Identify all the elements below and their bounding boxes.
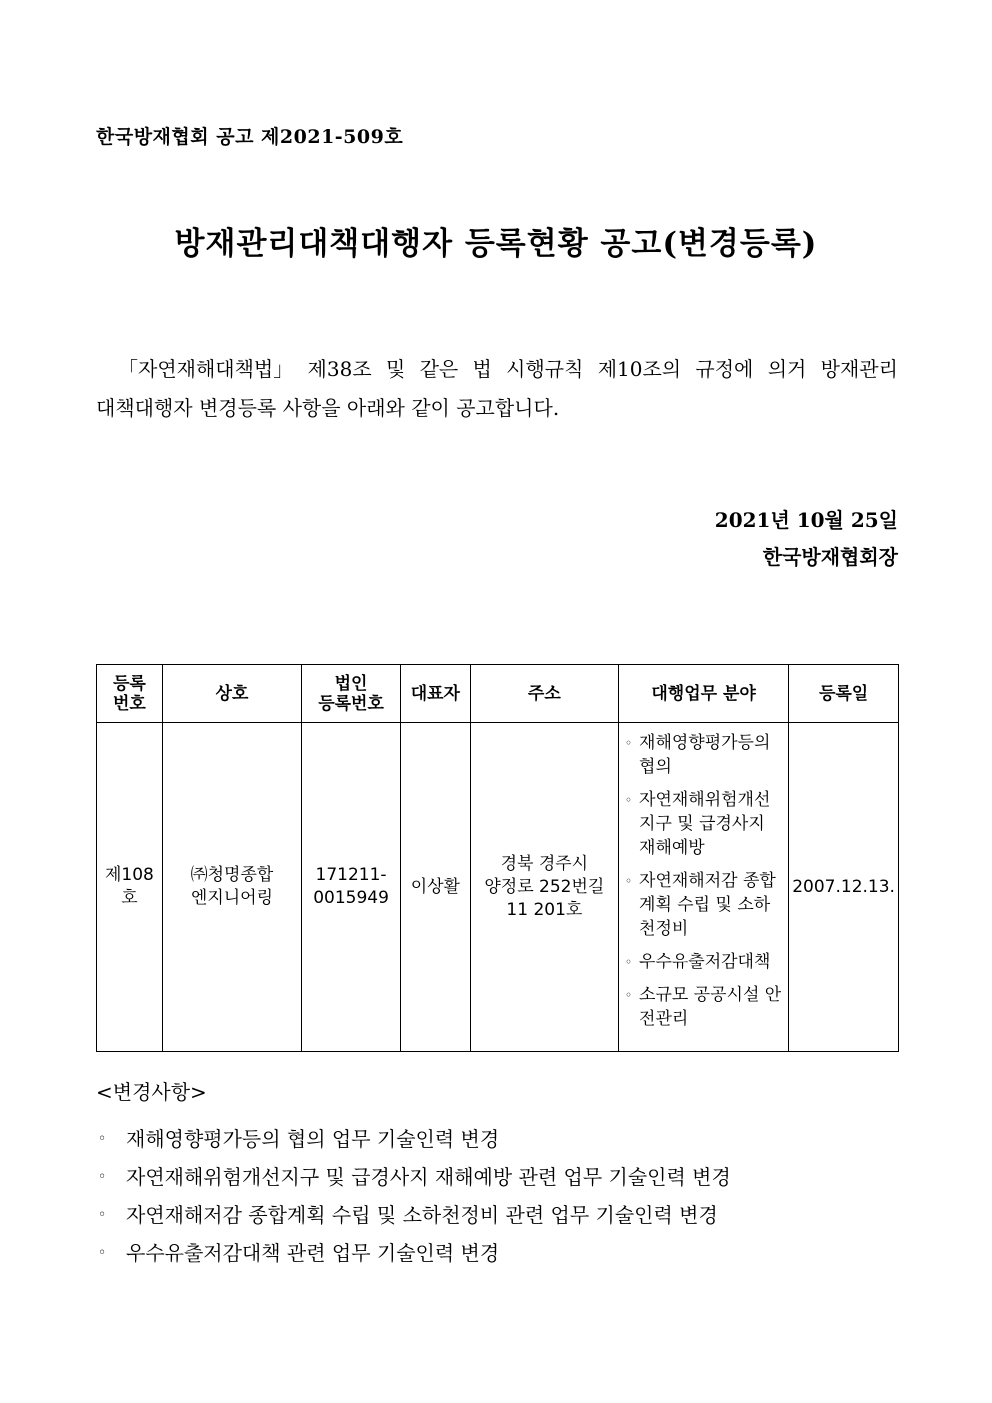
list-item xyxy=(98,1234,731,1272)
bullet-icon: ◦ xyxy=(625,988,633,1002)
cell-reg-date: 2007.12.13. xyxy=(789,723,899,1052)
changes-heading: <변경사항> xyxy=(96,1080,207,1104)
intro-line-1 xyxy=(96,350,898,389)
intro-word: 같은 xyxy=(419,357,459,381)
intro-word: 「자연재해대책법」 xyxy=(118,357,294,381)
field-item xyxy=(625,788,784,860)
intro-word: 법 xyxy=(472,357,492,381)
field-item xyxy=(625,869,784,941)
header-reg-no-line1: 등록 xyxy=(112,673,146,694)
intro-word: 의거 xyxy=(767,357,807,381)
company-line2: 엔지니어링 xyxy=(190,888,274,908)
bullet-icon: ◦ xyxy=(625,793,633,807)
signature-date: 2021년 10월 25일 xyxy=(714,508,898,532)
address-line2: 양정로 252번길 xyxy=(484,876,605,897)
change-text: 자연재해위험개선지구 및 급경사지 재해예방 관련 업무 기술인력 변경 xyxy=(126,1165,731,1189)
list-item xyxy=(98,1120,731,1158)
header-reg-date: 등록일 xyxy=(789,665,899,723)
header-reg-no xyxy=(97,665,163,723)
field-text: 자연재해위험개선지구 및 급경사지 재해예방 xyxy=(639,790,771,858)
header-address: 주소 xyxy=(470,665,618,723)
field-text: 우수유출저감대책 xyxy=(639,952,771,972)
intro-word: 시행규칙 xyxy=(506,357,584,381)
list-item xyxy=(98,1196,731,1234)
change-text: 재해영향평가등의 협의 업무 기술인력 변경 xyxy=(126,1127,500,1151)
intro-word: 및 xyxy=(385,357,406,381)
header-corp-no xyxy=(302,665,401,723)
intro-word: 제10조의 xyxy=(597,357,682,381)
cell-company xyxy=(162,723,301,1052)
bullet-icon: ◦ xyxy=(98,1207,107,1223)
bullet-icon: ◦ xyxy=(98,1169,107,1185)
list-item xyxy=(98,1158,731,1196)
corp-no-line1: 171211- xyxy=(315,865,387,885)
header-representative: 대표자 xyxy=(401,665,471,723)
bullet-icon: ◦ xyxy=(625,874,633,888)
company-line1: ㈜청명종합 xyxy=(190,865,274,885)
bullet-icon: ◦ xyxy=(98,1245,107,1261)
bullet-icon: ◦ xyxy=(98,1131,107,1147)
address-line3: 11 201호 xyxy=(506,899,583,920)
cell-corp-no xyxy=(302,723,401,1052)
intro-word: 방재관리 xyxy=(820,357,898,381)
intro-word: 제38조 xyxy=(307,357,372,381)
field-item xyxy=(625,731,784,779)
field-item xyxy=(625,950,784,974)
intro-word: 규정에 xyxy=(695,357,754,381)
bullet-icon: ◦ xyxy=(625,955,633,969)
field-text: 소규모 공공시설 안전관리 xyxy=(639,985,782,1029)
corp-no-line2: 0015949 xyxy=(313,888,389,908)
address-line1: 경북 경주시 xyxy=(500,853,589,874)
bullet-icon: ◦ xyxy=(625,736,633,750)
registry-table xyxy=(96,664,899,1052)
changes-list xyxy=(98,1120,731,1272)
header-fields: 대행업무 분야 xyxy=(619,665,789,723)
change-text: 우수유출저감대책 관련 업무 기술인력 변경 xyxy=(126,1241,500,1265)
cell-reg-no: 제108호 xyxy=(97,723,163,1052)
intro-paragraph xyxy=(96,350,898,428)
change-text: 자연재해저감 종합계획 수립 및 소하천정비 관련 업무 기술인력 변경 xyxy=(126,1203,718,1227)
cell-fields xyxy=(619,723,789,1052)
field-text: 자연재해저감 종합계획 수립 및 소하천정비 xyxy=(639,871,776,939)
header-company: 상호 xyxy=(162,665,301,723)
table-row xyxy=(97,723,899,1052)
intro-line-2: 대책대행자 변경등록 사항을 아래와 같이 공고합니다. xyxy=(96,396,560,420)
field-text: 재해영향평가등의 협의 xyxy=(639,733,771,777)
cell-address xyxy=(470,723,618,1052)
notice-number: 한국방재협회 공고 제2021-509호 xyxy=(96,126,404,148)
signature-organization: 한국방재협회장 xyxy=(762,545,898,569)
cell-representative: 이상활 xyxy=(401,723,471,1052)
header-reg-no-line2: 번호 xyxy=(112,693,146,714)
document-title: 방재관리대책대행자 등록현황 공고(변경등록) xyxy=(174,226,818,262)
header-corp-no-line2: 등록번호 xyxy=(318,693,384,714)
field-item xyxy=(625,983,784,1031)
table-header-row xyxy=(97,665,899,723)
header-corp-no-line1: 법인 xyxy=(334,673,368,694)
